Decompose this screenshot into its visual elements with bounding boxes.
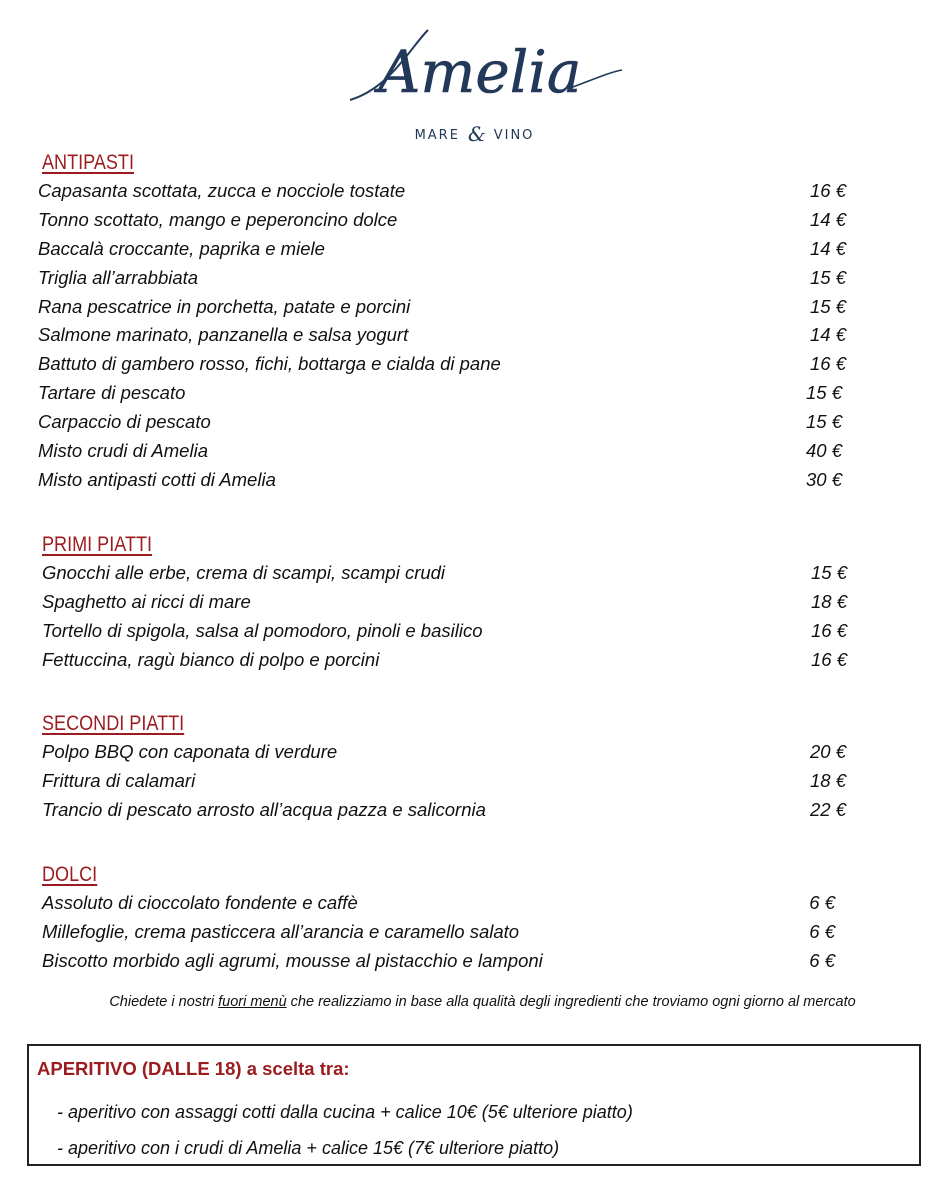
aperitivo-option: - aperitivo con assaggi cotti dalla cucina + calice 10€ (5€ ulteriore piatto): [57, 1102, 633, 1122]
item-price: 16 €: [809, 180, 846, 201]
item-price: 14 €: [809, 324, 846, 346]
item-name: Capasanta scottata, zucca e nocciole tostate: [38, 180, 406, 201]
item-name: Rana pescatrice in porchetta, patate e porcini: [38, 295, 411, 317]
item-price: 14 €: [809, 237, 846, 259]
menu-item: [38, 177, 846, 206]
menu-item: [42, 947, 835, 976]
item-price: 20 €: [809, 741, 846, 762]
item-price: 15 €: [809, 295, 846, 317]
aperitivo-box: [27, 1044, 921, 1166]
item-name: Triglia all’arrabbiata: [38, 266, 199, 288]
item-price: 40 €: [805, 440, 842, 462]
item-price: 30 €: [805, 468, 842, 490]
item-price: 15 €: [809, 266, 846, 288]
menu-item: [42, 738, 846, 767]
item-name: Frittura di calamari: [42, 769, 196, 791]
section-primi-piatti: [42, 530, 847, 675]
section-title: DOLCI: [42, 863, 98, 886]
item-price: 16 €: [810, 619, 847, 641]
item-name: Misto antipasti cotti di Amelia: [38, 468, 276, 490]
item-name: Assoluto di cioccolato fondente e caffè: [42, 892, 358, 913]
item-price: 15 €: [805, 411, 842, 433]
logo-tagline-mare: MARE: [414, 128, 460, 143]
menu-item: [38, 437, 842, 466]
item-name: Battuto di gambero rosso, fichi, bottarga e cialda di pane: [38, 353, 501, 375]
menu-item: [42, 588, 847, 617]
menu-item: [42, 889, 835, 918]
item-price: 6 €: [809, 949, 835, 971]
item-price: 16 €: [809, 353, 846, 375]
item-price: 6 €: [809, 920, 835, 942]
svg-text:Amelia: Amelia: [378, 38, 582, 106]
item-price: 18 €: [809, 769, 846, 791]
note-text-before: Chiedete i nostri: [109, 994, 219, 1010]
section-antipasti: [38, 148, 846, 495]
item-name: Tortello di spigola, salsa al pomodoro, pinoli e basilico: [42, 619, 483, 641]
item-price: 16 €: [810, 648, 847, 670]
menu-item: [42, 767, 846, 796]
item-name: Tonno scottato, mango e peperoncino dolce: [38, 208, 398, 230]
menu-item: [42, 559, 847, 588]
logo-tagline-amp: &: [467, 122, 486, 146]
item-name: Tartare di pescato: [38, 382, 186, 404]
item-name: Biscotto morbido agli agrumi, mousse al pistacchio e lamponi: [42, 949, 543, 971]
menu-item: [42, 796, 846, 825]
section-title: PRIMI PIATTI: [42, 533, 153, 556]
item-name: Gnocchi alle erbe, crema di scampi, scampi crudi: [42, 562, 446, 583]
note-underlined: fuori menù: [218, 994, 287, 1010]
item-price: 15 €: [805, 382, 842, 404]
item-price: 6 €: [809, 892, 835, 913]
item-name: Carpaccio di pescato: [38, 411, 211, 433]
item-name: Salmone marinato, panzanella e salsa yogurt: [38, 324, 409, 346]
item-name: Trancio di pescato arrosto all’acqua pazza e salicornia: [42, 798, 486, 820]
item-price: 14 €: [809, 208, 846, 230]
item-name: Spaghetto ai ricci di mare: [42, 590, 251, 612]
menu-item: [42, 918, 835, 947]
menu-item: [38, 206, 846, 235]
menu-item: [42, 646, 847, 675]
section-dolci: [42, 860, 835, 976]
item-name: Baccalà croccante, paprika e miele: [38, 237, 325, 259]
section-secondi-piatti: [42, 709, 846, 825]
menu-item: [42, 617, 847, 646]
off-menu-note: [0, 994, 949, 1010]
item-name: Millefoglie, crema pasticcera all’arancia e caramello salato: [42, 920, 520, 942]
menu-item: [38, 350, 846, 379]
menu-item: [38, 408, 842, 437]
menu-item: [38, 264, 846, 293]
restaurant-logo: [0, 18, 949, 146]
item-price: 18 €: [810, 590, 847, 612]
amelia-script-logo: [330, 18, 630, 108]
item-price: 15 €: [810, 562, 847, 583]
logo-tagline-vino: VINO: [493, 128, 535, 143]
logo-tagline: [0, 120, 949, 144]
note-text-after: che realizziamo in base alla qualità degli ingredienti che troviamo ogni giorno al mercato: [286, 994, 856, 1010]
item-price: 22 €: [809, 798, 846, 820]
menu-item: [38, 293, 846, 322]
section-title: SECONDI PIATTI: [42, 712, 185, 735]
aperitivo-title: APERITIVO (DALLE 18) a scelta tra:: [37, 1058, 350, 1079]
menu-item: [38, 235, 846, 264]
item-name: Misto crudi di Amelia: [38, 440, 208, 462]
menu-item: [38, 466, 842, 495]
menu-item: [38, 321, 846, 350]
item-name: Fettuccina, ragù bianco di polpo e porcini: [42, 648, 380, 670]
menu-item: [38, 379, 842, 408]
aperitivo-option: - aperitivo con i crudi di Amelia + calice 15€ (7€ ulteriore piatto): [57, 1138, 560, 1158]
section-title: ANTIPASTI: [42, 151, 134, 174]
item-name: Polpo BBQ con caponata di verdure: [42, 741, 338, 762]
